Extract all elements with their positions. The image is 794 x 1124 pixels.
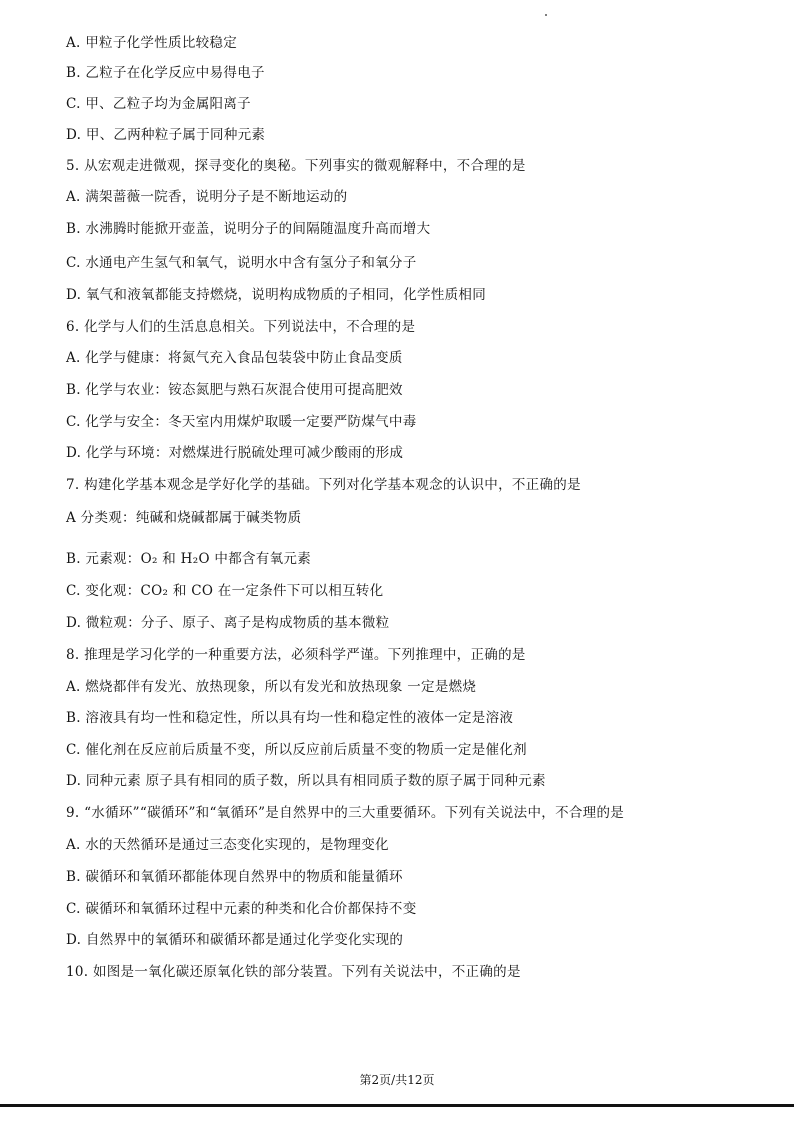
option-6a: A. 化学与健康：将氮气充入食品包装袋中防止食品变质 — [66, 350, 403, 366]
scan-speck — [545, 14, 547, 16]
option-7a: A 分类观：纯碱和烧碱都属于碱类物质 — [66, 510, 302, 526]
option-5b: B. 水沸腾时能掀开壶盖，说明分子的间隔随温度升高而增大 — [66, 221, 431, 237]
option-5d: D. 氧气和液氧都能支持燃烧，说明构成物质的子相同，化学性质相同 — [66, 287, 487, 303]
question-7-stem: 7. 构建化学基本观念是学好化学的基础。下列对化学基本观念的认识中，不正确的是 — [66, 477, 581, 493]
option-4b: B. 乙粒子在化学反应中易得电子 — [66, 65, 265, 81]
question-6-stem: 6. 化学与人们的生活息息相关。下列说法中，不合理的是 — [66, 319, 416, 335]
option-6c: C. 化学与安全：冬天室内用煤炉取暖一定要严防煤气中毒 — [66, 414, 417, 430]
option-4a: A. 甲粒子化学性质比较稳定 — [66, 35, 238, 51]
option-8a: A. 燃烧都伴有发光、放热现象，所以有发光和放热现象 一定是燃烧 — [66, 679, 477, 695]
option-7c: C. 变化观：CO₂ 和 CO 在一定条件下可以相互转化 — [66, 583, 384, 599]
option-8d: D. 同种元素 原子具有相同的质子数，所以具有相同质子数的原子属于同种元素 — [66, 773, 546, 789]
option-6d: D. 化学与环境：对燃煤进行脱硫处理可减少酸雨的形成 — [66, 445, 404, 461]
question-5-stem: 5. 从宏观走进微观，探寻变化的奥秘。下列事实的微观解释中，不合理的是 — [66, 158, 526, 174]
option-7d: D. 微粒观：分子、原子、离子是构成物质的基本微粒 — [66, 615, 390, 631]
option-5c: C. 水通电产生氢气和氧气，说明水中含有氢分子和氧分子 — [66, 255, 417, 271]
option-8b: B. 溶液具有均一性和稳定性，所以具有均一性和稳定性的液体一定是溶液 — [66, 710, 514, 726]
question-8-stem: 8. 推理是学习化学的一种重要方法，必须科学严谨。下列推理中，正确的是 — [66, 647, 526, 663]
option-5a: A. 满架蔷薇一院香，说明分子是不断地运动的 — [66, 189, 348, 205]
option-9c: C. 碳循环和氧循环过程中元素的种类和化合价都保持不变 — [66, 901, 417, 917]
option-9b: B. 碳循环和氧循环都能体现自然界中的物质和能量循环 — [66, 869, 403, 885]
option-8c: C. 催化剂在反应前后质量不变，所以反应前后质量不变的物质一定是催化剂 — [66, 742, 527, 758]
bottom-rule — [0, 1104, 794, 1107]
option-4c: C. 甲、乙粒子均为金属阳离子 — [66, 96, 251, 112]
question-9-stem: 9. “水循环”“碳循环”和“氧循环”是自然界中的三大重要循环。下列有关说法中，不合理的是 — [66, 805, 625, 821]
option-4d: D. 甲、乙两种粒子属于同种元素 — [66, 127, 266, 143]
page-number: 第2页/共12页 — [359, 1073, 435, 1087]
option-9a: A. 水的天然循环是通过三态变化实现的，是物理变化 — [66, 837, 389, 853]
question-10-stem: 10. 如图是一氧化碳还原氧化铁的部分装置。下列有关说法中，不正确的是 — [66, 964, 521, 980]
option-7b: B. 元素观：O₂ 和 H₂O 中都含有氧元素 — [66, 551, 312, 567]
option-6b: B. 化学与农业：铵态氮肥与熟石灰混合使用可提高肥效 — [66, 382, 403, 398]
option-9d: D. 自然界中的氧循环和碳循环都是通过化学变化实现的 — [66, 932, 404, 948]
